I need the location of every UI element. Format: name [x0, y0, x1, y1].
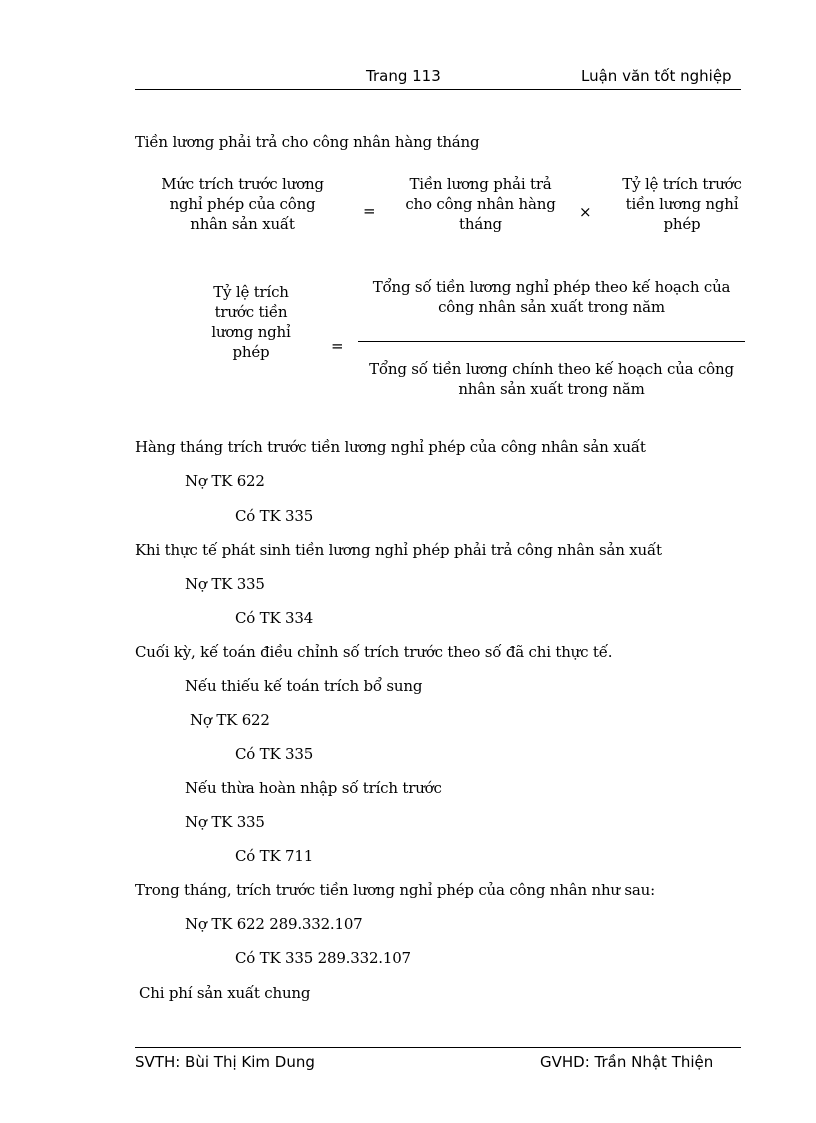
page-number: Trang 113	[366, 67, 441, 85]
sub-line: Nếu thừa hoàn nhập số trích trước	[185, 779, 442, 797]
intro-text: Tiền lương phải trả cho công nhân hàng tháng	[135, 133, 480, 151]
body-line: Chi phí sản xuất chung	[139, 984, 311, 1002]
body-line: Trong tháng, trích trước tiền lương nghỉ phép của công nhân như sau:	[135, 881, 655, 899]
header-rule	[135, 89, 741, 90]
formula1-left: Mức trích trước lương nghỉ phép của công nhân sản xuất	[161, 175, 324, 233]
sub-line: Nếu thiếu kế toán trích bổ sung	[185, 677, 423, 695]
formula1-equals: =	[363, 202, 376, 220]
credit-entry: Có TK 334	[235, 609, 314, 627]
debit-entry: Nợ TK 622	[185, 472, 265, 490]
formula2-left: Tỷ lệ trích trước tiền lương nghỉ phép	[211, 283, 291, 361]
credit-entry: Có TK 335 289.332.107	[235, 949, 411, 967]
debit-entry: Nợ TK 335	[185, 813, 265, 831]
footer-rule	[135, 1047, 741, 1048]
advisor-name: GVHD: Trần Nhật Thiện	[540, 1053, 714, 1071]
credit-entry: Có TK 335	[235, 745, 314, 763]
debit-entry: Nợ TK 622	[190, 711, 270, 729]
formula2-denominator: Tổng số tiền lương chính theo kế hoạch của công nhân sản xuất trong năm	[369, 360, 734, 398]
formula2-equals: =	[331, 337, 344, 355]
formula1-middle: Tiền lương phải trả cho công nhân hàng tháng	[405, 175, 556, 233]
formula1-right: Tỷ lệ trích trước tiền lương nghỉ phép	[622, 175, 742, 233]
student-name: SVTH: Bùi Thị Kim Dung	[135, 1053, 315, 1071]
body-line: Cuối kỳ, kế toán điều chỉnh số trích trước theo số đã chi thực tế.	[135, 643, 613, 661]
debit-entry: Nợ TK 335	[185, 575, 265, 593]
body-line: Hàng tháng trích trước tiền lương nghỉ phép của công nhân sản xuất	[135, 438, 646, 456]
document-title: Luận văn tốt nghiệp	[581, 67, 732, 85]
debit-entry: Nợ TK 622 289.332.107	[185, 915, 363, 933]
fraction-line	[358, 341, 745, 342]
formula1-times: ×	[579, 203, 592, 221]
credit-entry: Có TK 711	[235, 847, 314, 865]
body-line: Khi thực tế phát sinh tiền lương nghỉ phép phải trả công nhân sản xuất	[135, 541, 662, 559]
credit-entry: Có TK 335	[235, 507, 314, 525]
formula2-numerator: Tổng số tiền lương nghỉ phép theo kế hoạch của công nhân sản xuất trong năm	[372, 278, 731, 316]
